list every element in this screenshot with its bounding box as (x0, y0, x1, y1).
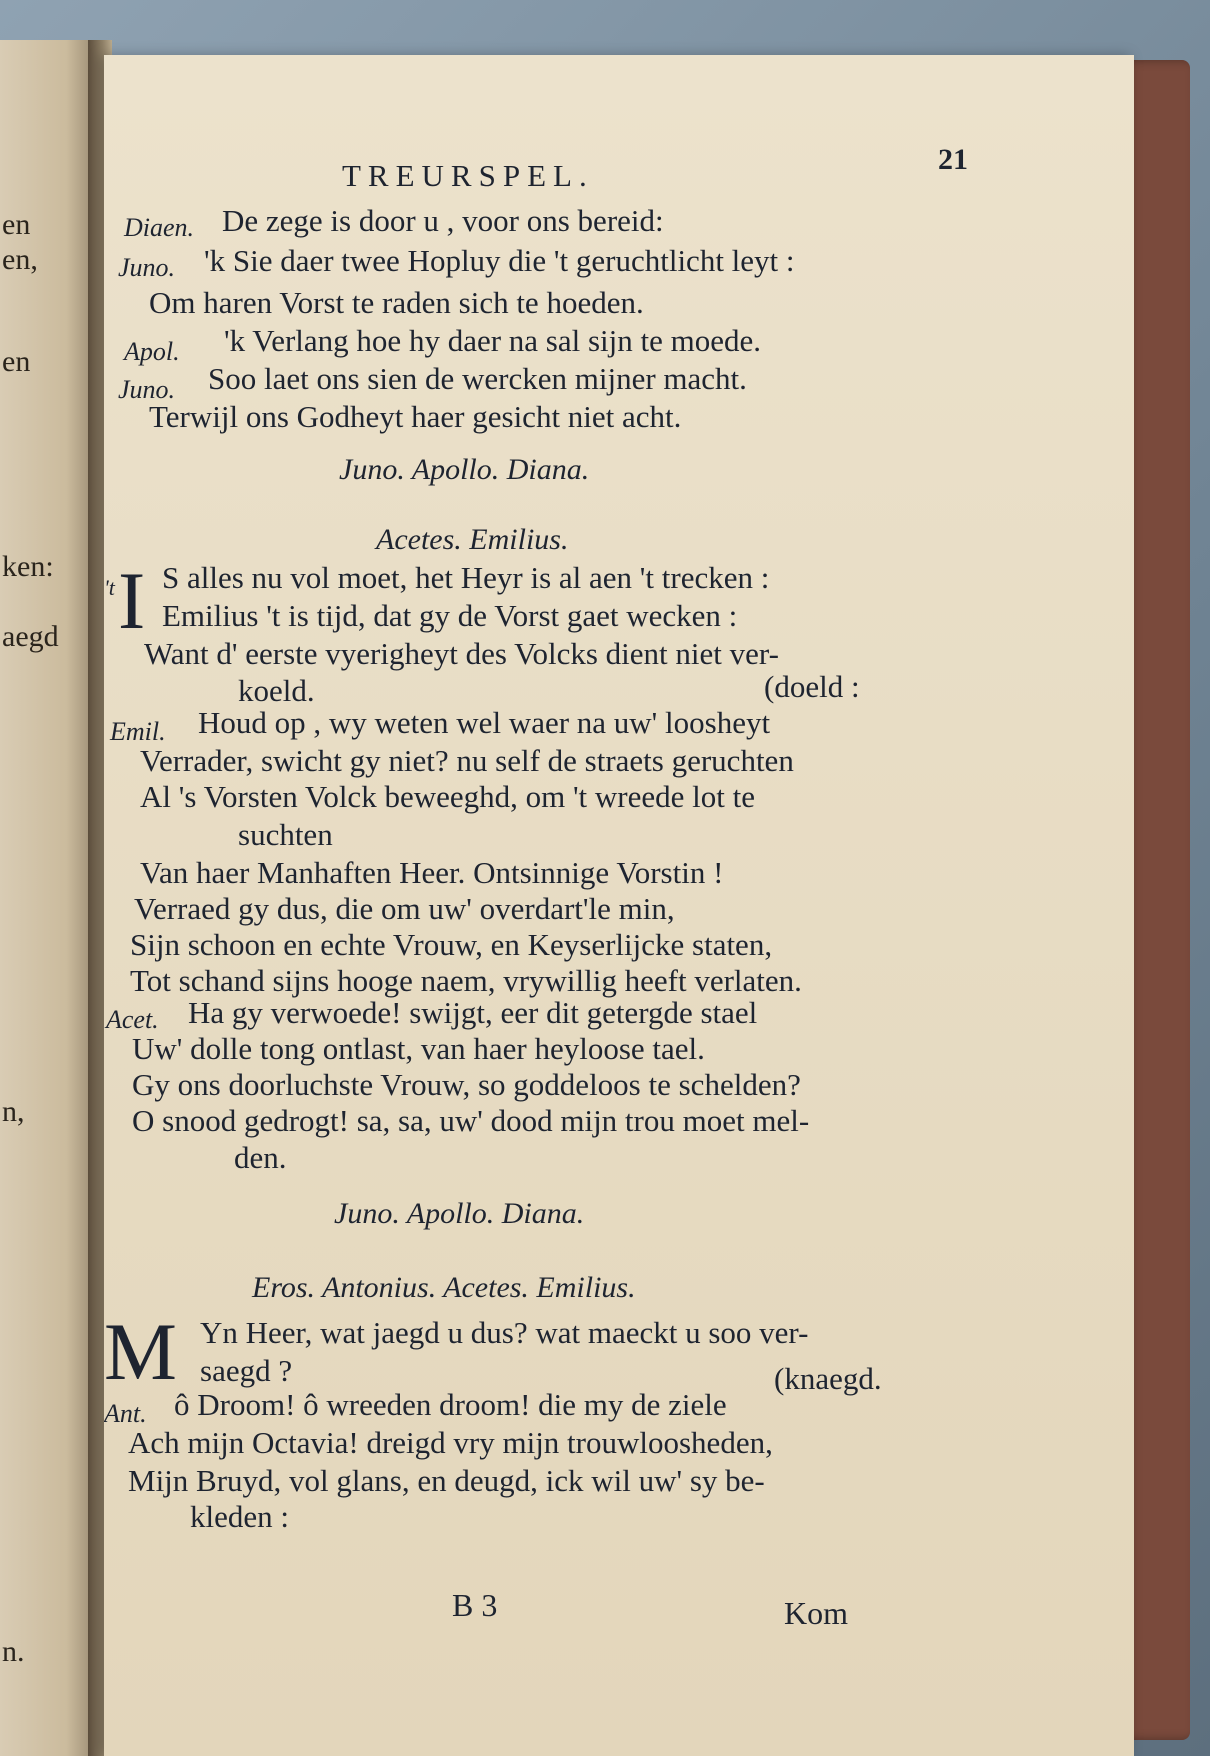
verse-line: Al 's Vorsten Volck beweeghd, om 't wreede lot te (140, 779, 756, 814)
verse-line: Soo laet ons sien de wercken mijner macht. (208, 361, 747, 396)
verse-line: Ha gy verwoede! swijgt, eer dit getergde stael (188, 995, 758, 1030)
left-fragment: n, (2, 1095, 25, 1128)
signature-mark: B 3 (452, 1587, 498, 1623)
verse-line: Om haren Vorst te raden sich te hoeden. (149, 285, 644, 320)
left-fragment: en, (2, 243, 38, 276)
left-fragment: aegd (2, 620, 59, 653)
verse-line: O snood gedrogt! sa, sa, uw' dood mijn trou moet mel- (132, 1103, 810, 1138)
verse-line: Emilius 't is tijd, dat gy de Vorst gaet wecken : (162, 598, 738, 633)
running-header: TREURSPEL. (342, 158, 594, 193)
drop-cap: M (104, 1306, 177, 1397)
left-fragment: ken: (2, 550, 54, 583)
verse-line: saegd ? (200, 1353, 293, 1388)
verse-line: Sijn schoon en echte Vrouw, en Keyserlijcke staten, (130, 927, 773, 962)
scene-heading: Eros. Antonius. Acetes. Emilius. (252, 1271, 636, 1304)
verse-line: kleden : (190, 1499, 289, 1534)
speaker-name: Acet. (106, 1005, 159, 1034)
verse-line: Uw' dolle tong ontlast, van haer heyloose tael. (132, 1031, 705, 1066)
speaker-name: Emil. (110, 717, 166, 746)
stage-direction: Juno. Apollo. Diana. (339, 453, 590, 486)
speaker-name: Juno. (118, 253, 176, 282)
verse-line: koeld. (238, 673, 315, 708)
left-fragment: n. (2, 1635, 25, 1668)
left-fragment: en (2, 208, 31, 241)
verse-line: Yn Heer, wat jaegd u dus? wat maeckt u soo ver- (200, 1315, 809, 1350)
verse-line: (doeld : (764, 669, 860, 704)
verse-line: De zege is door u , voor ons bereid: (222, 203, 664, 238)
verse-line: Houd op , wy weten wel waer na uw' loosheyt (198, 705, 771, 740)
verse-line: Verraed gy dus, die om uw' overdart'le min, (134, 891, 675, 926)
verse-line: Want d' eerste vyerigheyt des Volcks dient niet ver- (144, 636, 779, 671)
verse-line: 'k Sie daer twee Hopluy die 't geruchtlicht leyt : (204, 243, 795, 278)
verse-line: 'k Verlang hoe hy daer na sal sijn te moede. (224, 323, 762, 358)
verse-line: S alles nu vol moet, het Heyr is al aen 't trecken : (162, 560, 770, 595)
verse-line: suchten (238, 817, 333, 852)
line-prefix: 't (104, 575, 115, 600)
verse-line: Mijn Bruyd, vol glans, en deugd, ick wil uw' sy be- (128, 1463, 765, 1498)
verse-line: Ach mijn Octavia! dreigd vry mijn trouwloosheden, (128, 1425, 773, 1460)
page-number: 21 (938, 143, 968, 176)
verse-line: Tot schand sijns hooge naem, vrywillig heeft verlaten. (130, 963, 802, 998)
left-page (0, 40, 95, 1756)
catchword: Kom (784, 1595, 848, 1631)
verse-line: (knaegd. (774, 1361, 882, 1396)
drop-cap: I (118, 555, 146, 646)
speaker-name: Diaen. (124, 213, 195, 242)
verse-line: ô Droom! ô wreeden droom! die my de ziele (174, 1387, 727, 1422)
left-fragment: en (2, 345, 31, 378)
scene-heading: Acetes. Emilius. (376, 523, 569, 556)
verse-line: Van haer Manhaften Heer. Ontsinnige Vorstin ! (140, 855, 724, 890)
verse-line: Gy ons doorluchste Vrouw, so goddeloos te schelden? (132, 1067, 801, 1102)
speaker-name: Apol. (124, 337, 180, 366)
speaker-name: Ant. (104, 1399, 147, 1428)
right-page (104, 55, 1134, 1756)
verse-line: Terwijl ons Godheyt haer gesicht niet acht. (149, 399, 682, 434)
verse-line: Verrader, swicht gy niet? nu self de straets geruchten (140, 743, 794, 778)
verse-line: den. (234, 1140, 287, 1175)
speaker-name: Juno. (118, 375, 176, 404)
stage-direction: Juno. Apollo. Diana. (334, 1197, 585, 1230)
